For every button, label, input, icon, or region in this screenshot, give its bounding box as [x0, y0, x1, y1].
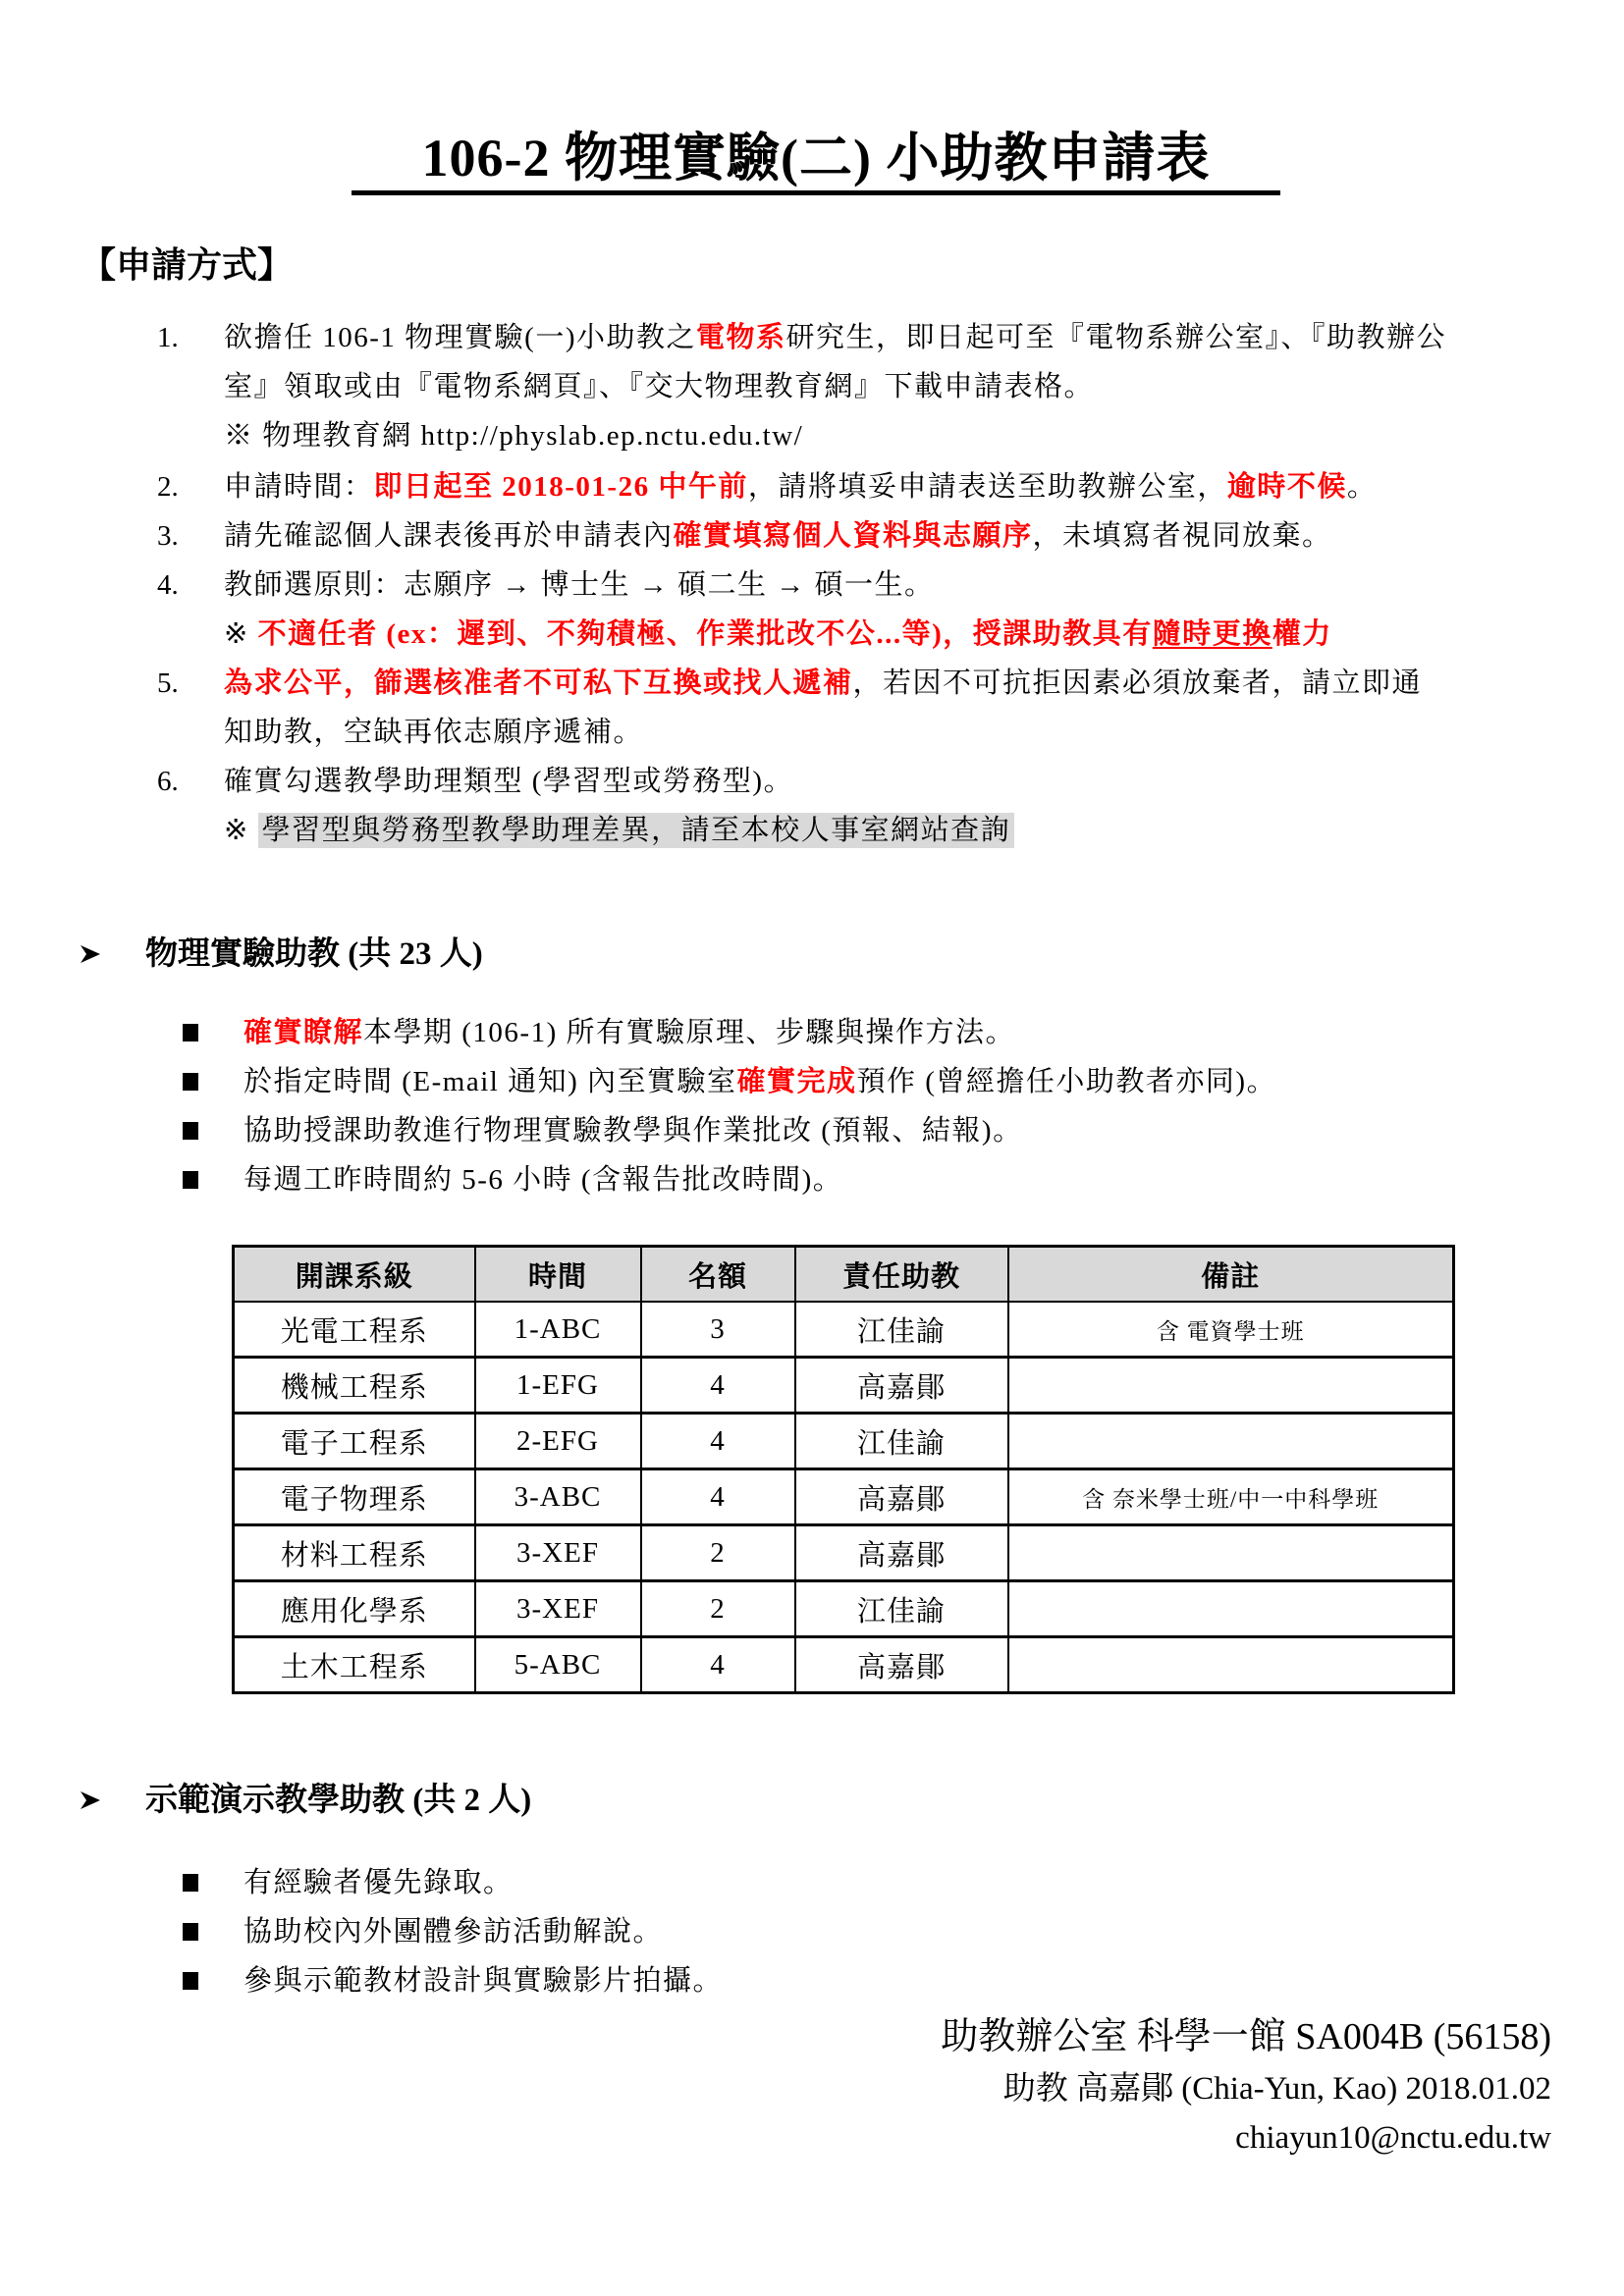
cell-department: 材料工程系 [234, 1525, 475, 1581]
item-number: 3. [157, 520, 179, 552]
bullet-item: 有經驗者優先錄取。 [244, 1867, 514, 1898]
bullet-item: 參與示範教材設計與實驗影片拍攝。 [244, 1965, 724, 1997]
cell-time: 3-XEF [475, 1581, 641, 1637]
cell-quota: 4 [641, 1358, 795, 1414]
table-row [234, 1637, 1454, 1693]
cell-remarks [1008, 1637, 1454, 1693]
cell-quota: 4 [641, 1469, 795, 1525]
header-time: 時間 [475, 1247, 641, 1303]
square-bullet-icon [183, 1972, 198, 1990]
bullet-item [244, 1013, 1015, 1052]
header-department: 開課系級 [234, 1247, 475, 1303]
square-bullet-icon [183, 1171, 198, 1189]
method-heading: 【申請方式】 [81, 245, 294, 285]
cell-time: 5-ABC [475, 1637, 641, 1693]
cell-ta: 高嘉鄖 [795, 1469, 1008, 1525]
cell-remarks: 含 電資學士班 [1008, 1302, 1454, 1358]
item-5-line-1 [224, 664, 1422, 703]
item-2-text-c: 。 [1346, 471, 1378, 503]
header-responsible-ta: 責任助教 [795, 1247, 1008, 1303]
item-4-note-underlined: 隨時更換 [1152, 618, 1272, 650]
cell-time: 1-ABC [475, 1302, 641, 1358]
cell-department: 應用化學系 [234, 1581, 475, 1637]
arrowhead-bullet-icon [79, 1789, 102, 1812]
bullet-red-text: 確實完成 [736, 1066, 857, 1097]
cell-quota: 3 [641, 1302, 795, 1358]
cell-department: 光電工程系 [234, 1302, 475, 1358]
cell-time: 3-ABC [475, 1469, 641, 1525]
office-location: 助教辦公室 科學一館 SA004B (56158) [941, 2016, 1551, 2057]
arrowhead-bullet-icon [79, 942, 102, 966]
reference-mark: ※ [224, 815, 249, 846]
cell-time: 3-XEF [475, 1525, 641, 1581]
table-row [234, 1469, 1454, 1525]
cell-ta: 江佳諭 [795, 1302, 1008, 1358]
table-row [234, 1414, 1454, 1469]
item-6-highlighted-note: 學習型與勞務型教學助理差異，請至本校人事室網站查詢 [258, 813, 1015, 848]
bullet-text-b: 預作 (曾經擔任小助教者亦同)。 [856, 1066, 1277, 1097]
bullet-text-a: 於指定時間 (E-mail 通知) 內至實驗室 [244, 1066, 737, 1097]
cell-remarks [1008, 1358, 1454, 1414]
item-1-text-a: 欲擔任 106-1 物理實驗(一)小助教之 [224, 322, 696, 353]
table-row [234, 1302, 1454, 1358]
item-6-line: 確實勾選教學助理類型 (學習型或勞務型)。 [224, 766, 794, 797]
section-physics-lab-heading: 物理實驗助教 (共 23 人) [145, 936, 483, 972]
cell-ta: 江佳諭 [795, 1414, 1008, 1469]
item-1-red-text: 電物系 [695, 322, 786, 353]
item-5-line-2: 知助教，空缺再依志願序遞補。 [224, 717, 644, 748]
cell-ta: 高嘉鄖 [795, 1358, 1008, 1414]
item-number: 5. [157, 667, 179, 699]
square-bullet-icon [183, 1024, 198, 1041]
table-row [234, 1581, 1454, 1637]
assistant-name-date: 助教 高嘉鄖 (Chia-Yun, Kao) 2018.01.02 [1002, 2071, 1551, 2107]
item-3-red-text: 確實填寫個人資料與志願序 [673, 520, 1033, 552]
item-3-text-b: ，未填寫者視同放棄。 [1032, 520, 1332, 552]
table-row [234, 1358, 1454, 1414]
item-3-text-a: 請先確認個人課表後再於申請表內 [224, 520, 674, 552]
square-bullet-icon [183, 1923, 198, 1941]
item-1-note: ※ 物理教育網 http://physlab.ep.nctu.edu.tw/ [224, 420, 804, 452]
contact-email[interactable]: chiayun10@nctu.edu.tw [1235, 2120, 1551, 2156]
cell-quota: 2 [641, 1581, 795, 1637]
item-4-note-text-b: 權力 [1272, 618, 1332, 650]
cell-quota: 2 [641, 1525, 795, 1581]
cell-department: 機械工程系 [234, 1358, 475, 1414]
item-2-deadline: 即日起至 2018-01-26 中午前 [373, 471, 748, 503]
cell-ta: 高嘉鄖 [795, 1525, 1008, 1581]
header-quota: 名額 [641, 1247, 795, 1303]
cell-department: 電子工程系 [234, 1414, 475, 1469]
item-1-line-2: 室』領取或由『電物系網頁』、『交大物理教育網』下載申請表格。 [224, 371, 1095, 402]
item-2-text-a: 申請時間： [224, 471, 374, 503]
item-6-note [224, 811, 1014, 850]
header-remarks: 備註 [1008, 1247, 1454, 1303]
square-bullet-icon [183, 1874, 198, 1892]
item-2-late-warning: 逾時不候 [1226, 471, 1347, 503]
page-title: 106-2 物理實驗(二) 小助教申請表 [352, 126, 1280, 195]
bullet-item: 每週工昨時間約 5-6 小時 (含報告批改時間)。 [244, 1164, 843, 1196]
item-number: 6. [157, 766, 179, 797]
square-bullet-icon [183, 1122, 198, 1140]
bullet-item: 協助校內外團體參訪活動解說。 [244, 1916, 664, 1948]
cell-quota: 4 [641, 1414, 795, 1469]
bullet-item [244, 1062, 1276, 1101]
table-header-row [234, 1247, 1454, 1303]
item-4-note-red [258, 618, 1332, 650]
item-4-note-text-a: 不適任者 (ex：遲到、不夠積極、作業批改不公...等)，授課助教具有 [257, 618, 1153, 650]
bullet-item: 協助授課助教進行物理實驗教學與作業批改 (預報、結報)。 [244, 1115, 1023, 1147]
item-number: 2. [157, 471, 179, 503]
cell-department: 土木工程系 [234, 1637, 475, 1693]
item-1-text-b: 研究生，即日起可至『電物系辦公室』、『助教辦公 [785, 322, 1447, 353]
item-4-note [224, 614, 1332, 654]
cell-remarks [1008, 1581, 1454, 1637]
cell-ta: 江佳諭 [795, 1581, 1008, 1637]
cell-quota: 4 [641, 1637, 795, 1693]
item-1-line-1 [224, 318, 1446, 357]
bullet-red-text: 確實瞭解 [244, 1017, 364, 1048]
cell-remarks [1008, 1525, 1454, 1581]
cell-time: 2-EFG [475, 1414, 641, 1469]
item-4-line: 教師選原則：志願序 → 博士生 → 碩二生 → 碩一生。 [224, 569, 935, 601]
assistant-quota-table [232, 1245, 1455, 1694]
cell-remarks [1008, 1414, 1454, 1469]
bullet-text: 本學期 (106-1) 所有實驗原理、步驟與操作方法。 [363, 1017, 1015, 1048]
item-3-line [224, 516, 1332, 556]
cell-remarks: 含 奈米學士班/中一中科學班 [1008, 1469, 1454, 1525]
cell-department: 電子物理系 [234, 1469, 475, 1525]
item-2-line [224, 467, 1377, 507]
item-number: 1. [157, 322, 179, 353]
item-5-red-text: 為求公平，篩選核准者不可私下互換或找人遞補 [224, 667, 853, 699]
cell-time: 1-EFG [475, 1358, 641, 1414]
section-demo-ta-heading: 示範演示教學助教 (共 2 人) [145, 1783, 532, 1818]
item-5-text-a: ，若因不可抗拒因素必須放棄者，請立即通 [852, 667, 1423, 699]
item-2-text-b: ，請將填妥申請表送至助教辦公室， [747, 471, 1227, 503]
reference-mark: ※ [224, 618, 249, 650]
table-row [234, 1525, 1454, 1581]
item-number: 4. [157, 569, 179, 601]
cell-ta: 高嘉鄖 [795, 1637, 1008, 1693]
square-bullet-icon [183, 1073, 198, 1091]
